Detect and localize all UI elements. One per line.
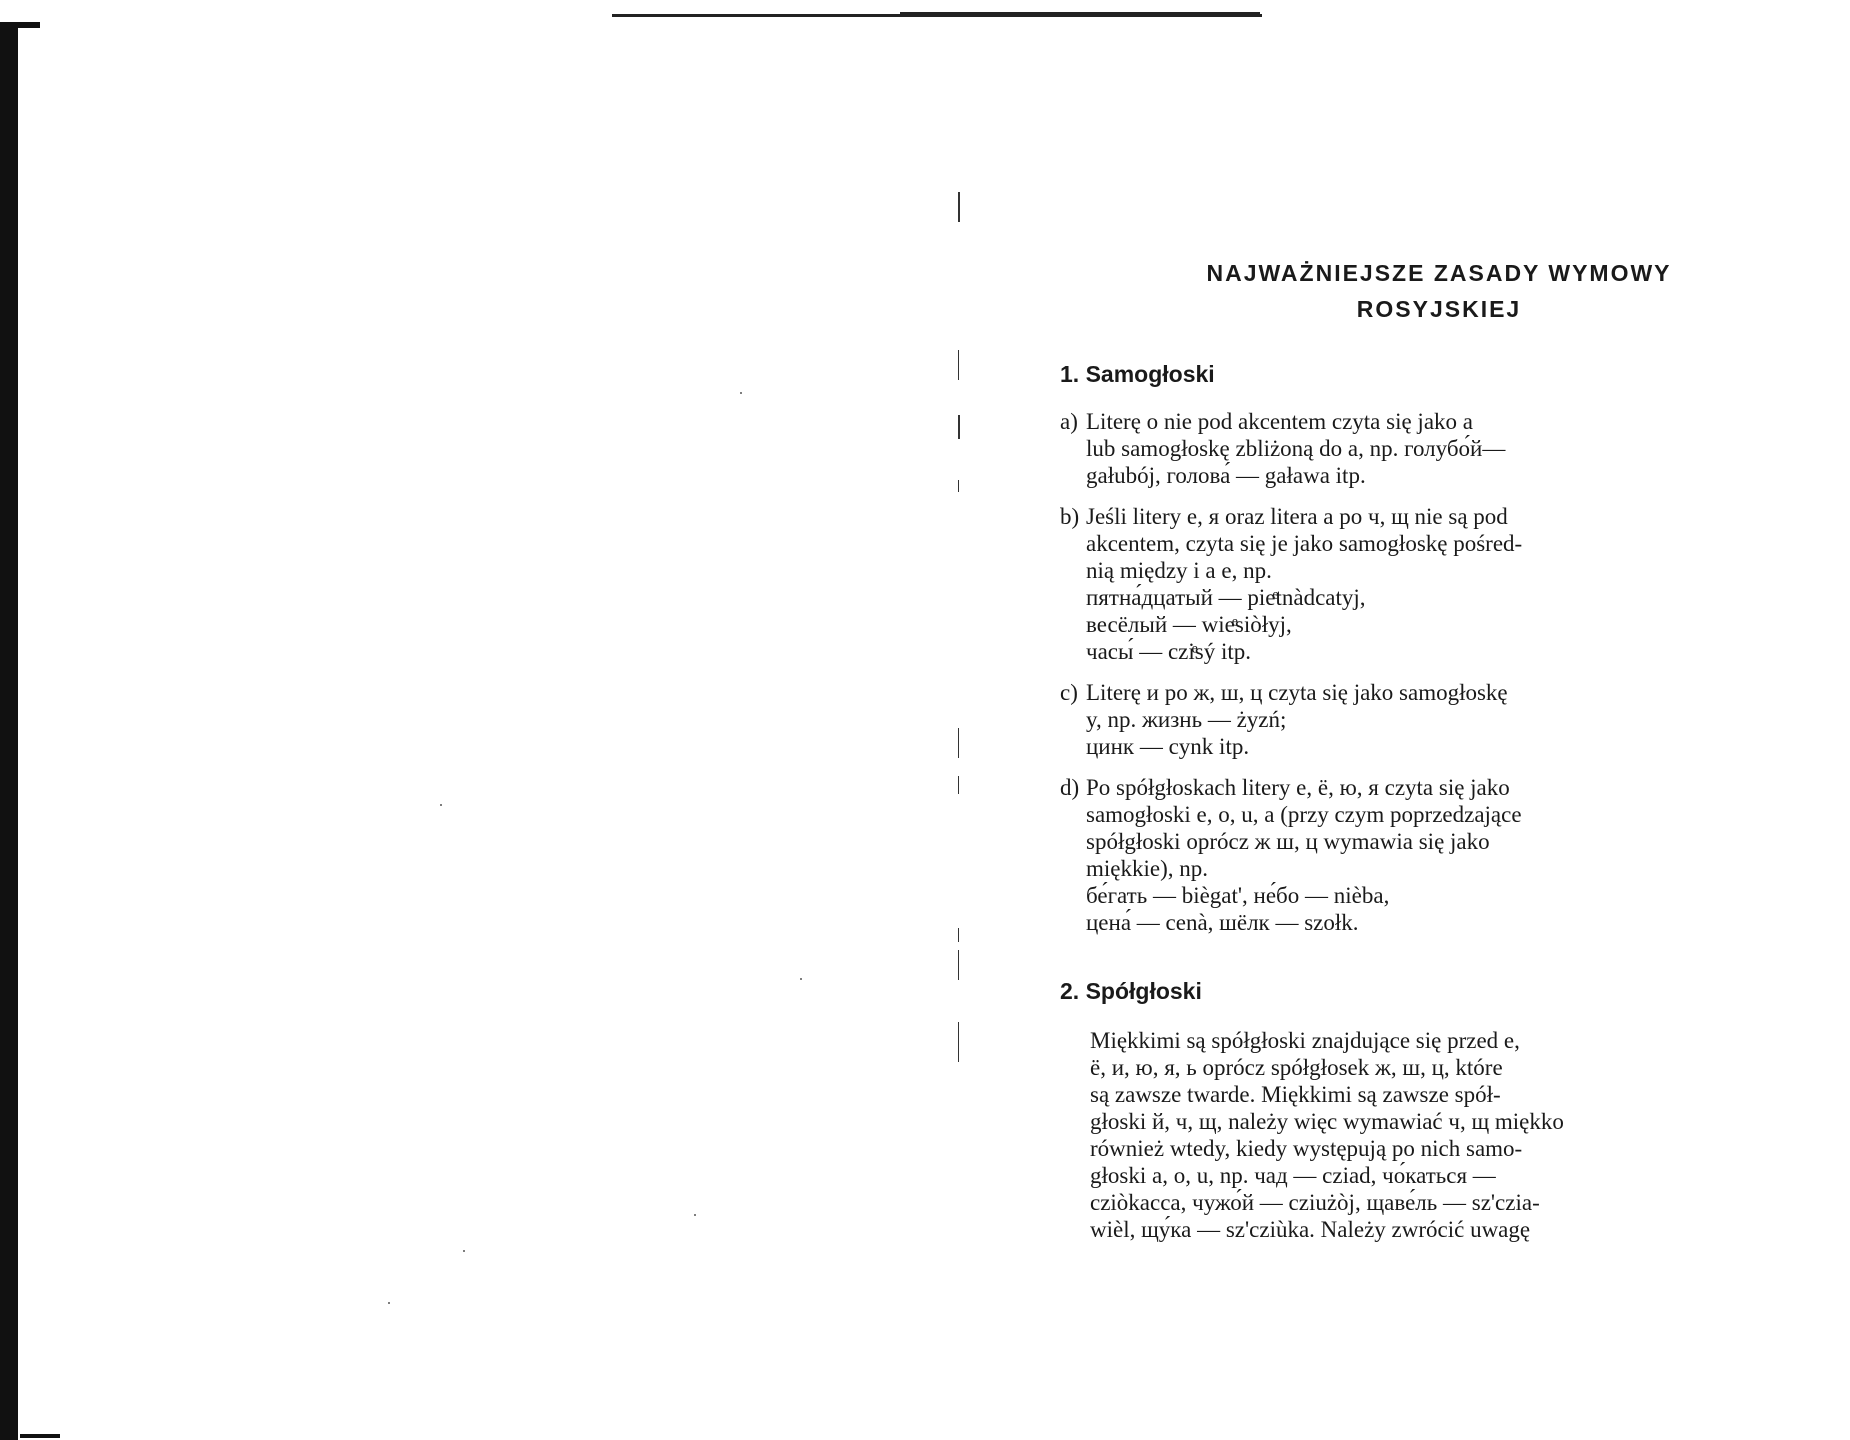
text-line: Literę о nie pod akcentem czyta się jako a bbox=[1086, 409, 1473, 434]
gutter-mark bbox=[958, 950, 959, 980]
gutter-mark bbox=[958, 415, 960, 439]
gutter-mark bbox=[958, 776, 959, 794]
section-1-heading: 1. Samogłoski bbox=[1060, 361, 1215, 387]
text-line: ё, и, ю, я, ь oprócz spółgłosek ж, ш, ц, które bbox=[1090, 1055, 1503, 1080]
page-title-line-1: NAJWAŻNIEJSZE ZASADY WYMOWY bbox=[1206, 260, 1672, 286]
item-marker: d) bbox=[1060, 775, 1080, 800]
section-1-item-c bbox=[1060, 679, 1778, 760]
page-title bbox=[1100, 255, 1778, 327]
gutter-mark bbox=[958, 480, 959, 492]
scan-speck bbox=[694, 1214, 696, 1216]
text-line: gałubój, голова́ — gaława itp. bbox=[1086, 463, 1366, 488]
gutter-mark bbox=[958, 192, 960, 222]
text-line: цена́ — cenà, шёлк — szołk. bbox=[1086, 910, 1359, 935]
text-line: miękkie), np. bbox=[1086, 856, 1208, 881]
binding-edge-top bbox=[0, 22, 40, 28]
scan-top-rule-thick bbox=[900, 12, 1260, 17]
scan-speck bbox=[440, 804, 442, 806]
text-line: y, np. жизнь — żyzń; bbox=[1086, 707, 1287, 732]
section-2-heading: 2. Spółgłoski bbox=[1060, 978, 1202, 1004]
section-1-item-a bbox=[1060, 408, 1778, 489]
gutter-mark bbox=[958, 350, 959, 380]
text-line: również wtedy, kiedy występują po nich samo- bbox=[1090, 1136, 1523, 1161]
scan-speck bbox=[388, 1302, 390, 1304]
text-line: głoski a, o, u, np. чад — cziad, чо́каться — bbox=[1090, 1163, 1496, 1188]
text-line: бе́гать — biègat', не́бо — nièba, bbox=[1086, 883, 1390, 908]
text-line: nią między i a e, np. bbox=[1086, 558, 1272, 583]
text-line: весёлый — wieͤsiòłyj, bbox=[1086, 612, 1292, 637]
scan-speck bbox=[800, 978, 802, 980]
scan-speck bbox=[740, 392, 742, 394]
text-line: głoski й, ч, щ, należy więc wymawiać ч, щ miękko bbox=[1090, 1109, 1564, 1134]
section-1-item-b bbox=[1060, 503, 1778, 665]
section-1-item-d bbox=[1060, 774, 1778, 936]
item-marker: c) bbox=[1060, 680, 1078, 705]
text-line: пятна́дцатый — pieͤtnàdcatyj, bbox=[1086, 585, 1366, 610]
gutter-mark bbox=[958, 928, 959, 942]
page-title-line-2: ROSYJSKIEJ bbox=[1356, 296, 1522, 322]
binding-edge-foot bbox=[20, 1434, 60, 1438]
gutter-mark bbox=[958, 728, 959, 758]
text-line: są zawsze twarde. Miękkimi są zawsze spół- bbox=[1090, 1082, 1501, 1107]
section-2-body bbox=[1060, 1027, 1778, 1243]
text-line: часы́ — cziͤsý itp. bbox=[1086, 639, 1251, 664]
book-page bbox=[1060, 255, 1778, 1243]
text-line: spółgłoski oprócz ж ш, ц wymawia się jako bbox=[1086, 829, 1490, 854]
text-line: wièl, щу́ка — sz'cziùka. Należy zwrócić uwagę bbox=[1090, 1217, 1531, 1242]
text-line: Literę и po ж, ш, ц czyta się jako samogłoskę bbox=[1086, 680, 1508, 705]
item-marker: a) bbox=[1060, 409, 1078, 434]
text-line: Jeśli litery e, я oraz litera a po ч, щ nie są pod bbox=[1086, 504, 1508, 529]
text-line: цинк — cynk itp. bbox=[1086, 734, 1250, 759]
text-line: samogłoski e, o, u, a (przy czym poprzedzające bbox=[1086, 802, 1522, 827]
gutter-mark bbox=[958, 1022, 959, 1062]
binding-edge bbox=[0, 22, 18, 1440]
item-marker: b) bbox=[1060, 504, 1080, 529]
text-line: cziòkacca, чужо́й — cziużòj, щаве́ль — sz'czia- bbox=[1090, 1190, 1540, 1215]
text-line: akcentem, czyta się je jako samogłoskę pośred- bbox=[1086, 531, 1523, 556]
scan-speck bbox=[463, 1250, 465, 1252]
text-line: Miękkimi są spółgłoski znajdujące się przed e, bbox=[1090, 1028, 1520, 1053]
text-line: Po spółgłoskach litery e, ё, ю, я czyta się jako bbox=[1086, 775, 1510, 800]
text-line: lub samogłoskę zbliżoną do a, np. голубо́й— bbox=[1086, 436, 1506, 461]
